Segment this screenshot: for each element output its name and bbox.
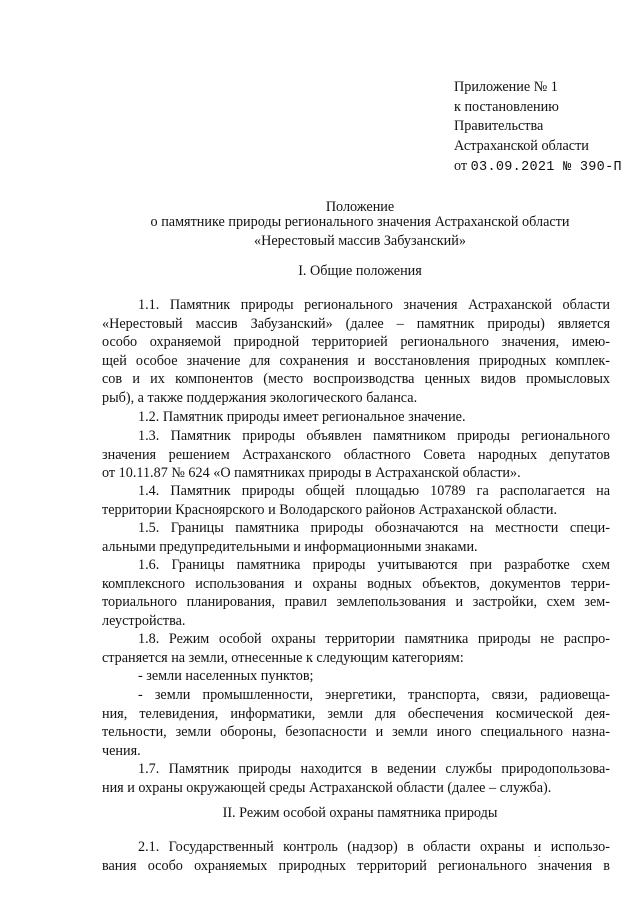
- paragraph-line: страняется на земли, отнесенные к следующим категориям:: [102, 649, 464, 666]
- appendix-region-line: Астраханской области: [454, 138, 589, 155]
- paragraph-line: особо охраняемой природной территорией регионального значения, имею-: [102, 334, 610, 351]
- paragraph-1-6: [102, 556, 610, 630]
- paragraph-line: 1.4. Памятник природы общей площадью 10789 га располагается на: [138, 483, 610, 499]
- appendix-date-prefix: от: [454, 157, 468, 174]
- list-line: ния, телевидения, информатики, земли для обеспечения космической дея-: [102, 705, 610, 722]
- paragraph-1-3: [102, 427, 610, 483]
- paragraph-line: 1.3. Памятник природы объявлен памятником природы регионального: [138, 428, 610, 444]
- list-line: - земли промышленности, энергетики, транспорта, связи, радиовеща-: [138, 687, 610, 703]
- document-title: Положение: [325, 199, 395, 215]
- paragraph-line: вания особо охраняемых природных территорий регионального значения в: [102, 857, 610, 874]
- paragraph-line: 1.6. Границы памятника природы учитываются при разработке схем: [138, 557, 610, 573]
- paragraph-line: ния и охраны окружающей среды Астраханской области (далее – служба).: [102, 779, 552, 796]
- paragraph-1-1: [102, 296, 610, 408]
- document-title-subject: о памятнике природы регионального значения Астраханской области: [150, 214, 570, 230]
- paragraph-1-8: [102, 630, 610, 667]
- paragraph-line: рыб), а также поддержания экологического баланса.: [102, 389, 418, 406]
- paragraph-1-7: [102, 760, 610, 797]
- appendix-number: Приложение № 1: [454, 79, 558, 95]
- appendix-authority-line: Правительства: [454, 118, 544, 135]
- paragraph-line: 1.8. Режим особой охраны территории памятника природы не распро-: [138, 631, 610, 647]
- paragraph-line: «Нерестовый массив Забузанский» (далее – памятник природы) является: [102, 315, 610, 332]
- paragraph-1-2: [102, 408, 610, 427]
- scan-speck: [538, 856, 540, 857]
- paragraph-line: от 10.11.87 № 624 «О памятниках природы в Астраханской области».: [102, 465, 521, 482]
- appendix-date-value: 03.09.2021 № 390-П: [470, 159, 622, 175]
- section-2-heading: II. Режим особой охраны памятника природы: [222, 805, 498, 821]
- paragraph-line: 1.7. Памятник природы находится в ведении службы природопользова-: [138, 761, 610, 777]
- list-item-industrial-lands: [102, 686, 610, 760]
- paragraph-line: сов и их компонентов (место воспроизводства ценных видов промысловых: [102, 371, 610, 388]
- paragraph-1-4: [102, 482, 610, 519]
- paragraph-line: леустройства.: [102, 612, 186, 629]
- paragraph-line: альными предупредительными и информационными знаками.: [102, 538, 478, 555]
- paragraph-line: 1.5. Границы памятника природы обозначаются на местности специ-: [138, 520, 610, 536]
- list-line: чения.: [102, 742, 141, 759]
- appendix-date-line: [454, 157, 622, 178]
- list-line: - земли населенных пунктов;: [138, 668, 314, 684]
- appendix-block: [454, 78, 622, 178]
- paragraph-line: 1.1. Памятник природы регионального значения Астраханской области: [138, 297, 610, 313]
- paragraph-1-5: [102, 519, 610, 556]
- paragraph-2-1: [102, 838, 610, 875]
- section-1-heading: I. Общие положения: [298, 263, 422, 279]
- paragraph-line: щей особое значение для сохранения и восстановления природных комплек-: [102, 352, 610, 369]
- paragraph-line: 2.1. Государственный контроль (надзор) в области охраны и использо-: [138, 839, 610, 855]
- paragraph-line: значения решением Астраханского областного Совета народных депутатов: [102, 446, 610, 463]
- paragraph-line: комплексного использования и охраны водных объектов, документов терри-: [102, 575, 610, 592]
- list-line: тельности, земли обороны, безопасности и земли иного специального назна-: [102, 724, 610, 741]
- paragraph-line: ториального планирования, правил землепользования и застройки, схем зем-: [102, 594, 610, 611]
- list-item-settlement-lands: [102, 667, 610, 686]
- paragraph-line: 1.2. Памятник природы имеет региональное значение.: [138, 409, 466, 425]
- appendix-ref-line: к постановлению: [454, 98, 559, 115]
- document-title-name: «Нерестовый массив Забузанский»: [254, 233, 466, 249]
- paragraph-line: территории Красноярского и Володарского районов Астраханской области.: [102, 501, 558, 518]
